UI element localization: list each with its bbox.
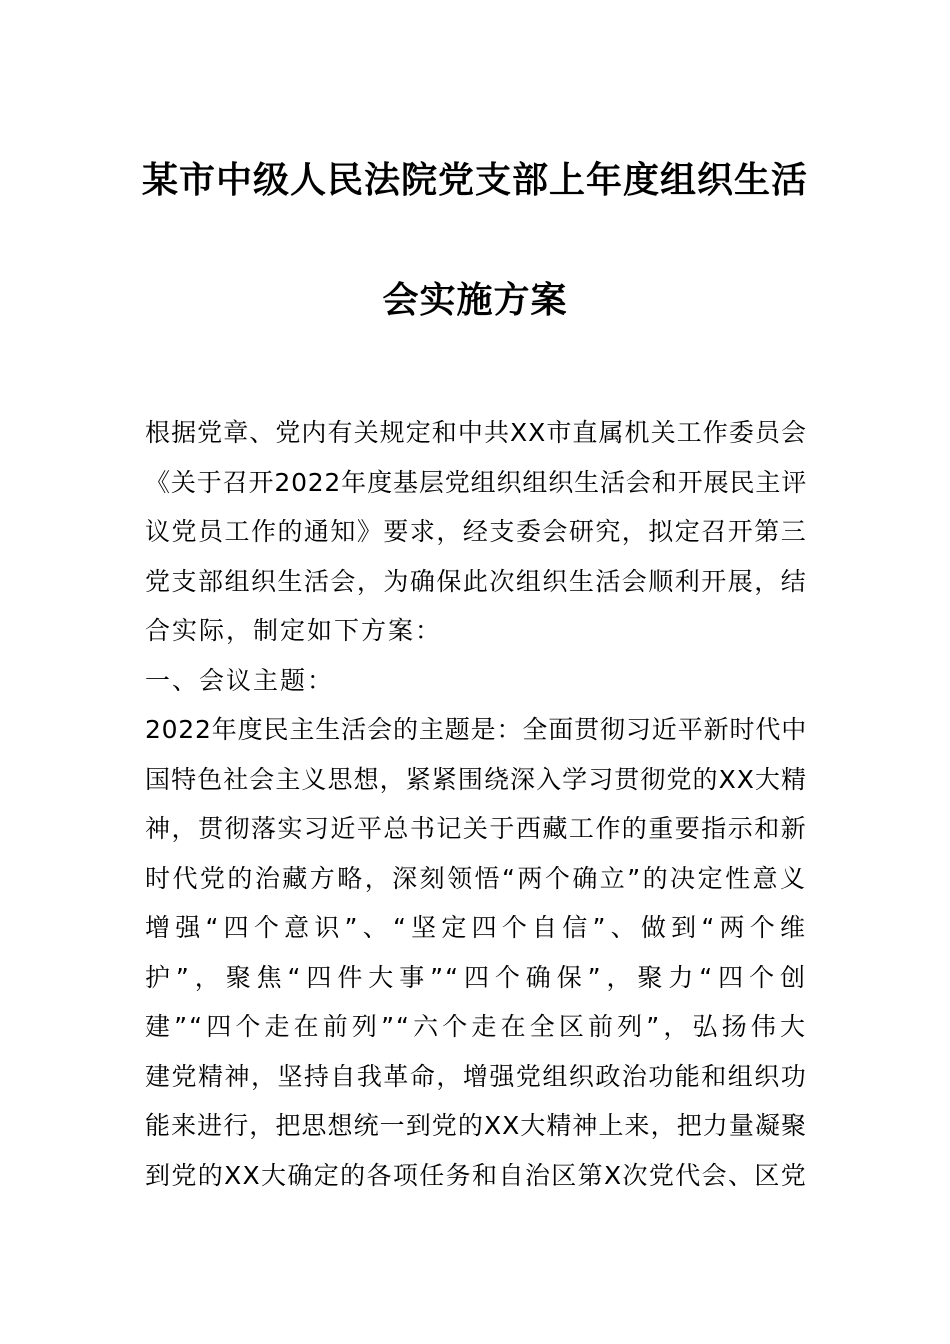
body-line: 2022年度民主生活会的主题是：全面贯彻习近平新时代中 xyxy=(145,715,807,744)
body-line: 增强“四个意识”、“坚定四个自信”、做到“两个维 xyxy=(145,913,807,942)
document-body xyxy=(145,408,807,1200)
body-line: 党支部组织生活会，为确保此次组织生活会顺利开展，结 xyxy=(145,566,807,596)
body-line: 护”，聚焦“四件大事”“四个确保”，聚力“四个创 xyxy=(145,962,807,992)
body-line: 议党员工作的通知》要求，经支委会研究，拟定召开第三 xyxy=(145,517,807,546)
body-line: 《关于召开2022年度基层党组织组织生活会和开展民主评 xyxy=(145,467,807,497)
body-line: 建党精神，坚持自我革命，增强党组织政治功能和组织功 xyxy=(145,1061,807,1091)
body-line: 建”“四个走在前列”“六个走在全区前列”，弘扬伟大 xyxy=(145,1012,807,1041)
body-line: 能来进行，把思想统一到党的XX大精神上来，把力量凝聚 xyxy=(145,1111,807,1140)
document-title-line-2: 会实施方案 xyxy=(382,279,568,321)
body-line: 合实际，制定如下方案： xyxy=(145,616,443,645)
body-line: 根据党章、党内有关规定和中共XX市直属机关工作委员会 xyxy=(145,418,807,447)
body-line: 国特色社会主义思想，紧紧围绕深入学习贯彻党的XX大精 xyxy=(145,764,807,794)
body-line: 到党的XX大确定的各项任务和自治区第X次党代会、区党 xyxy=(145,1160,807,1190)
body-line: 时代党的治藏方略，深刻领悟“两个确立”的决定性意义 xyxy=(145,863,807,893)
section-heading: 一、会议主题： xyxy=(145,665,335,695)
document-title-line-1: 某市中级人民法院党支部上年度组织生活 xyxy=(141,159,808,201)
body-line: 神，贯彻落实习近平总书记关于西藏工作的重要指示和新 xyxy=(145,814,807,843)
